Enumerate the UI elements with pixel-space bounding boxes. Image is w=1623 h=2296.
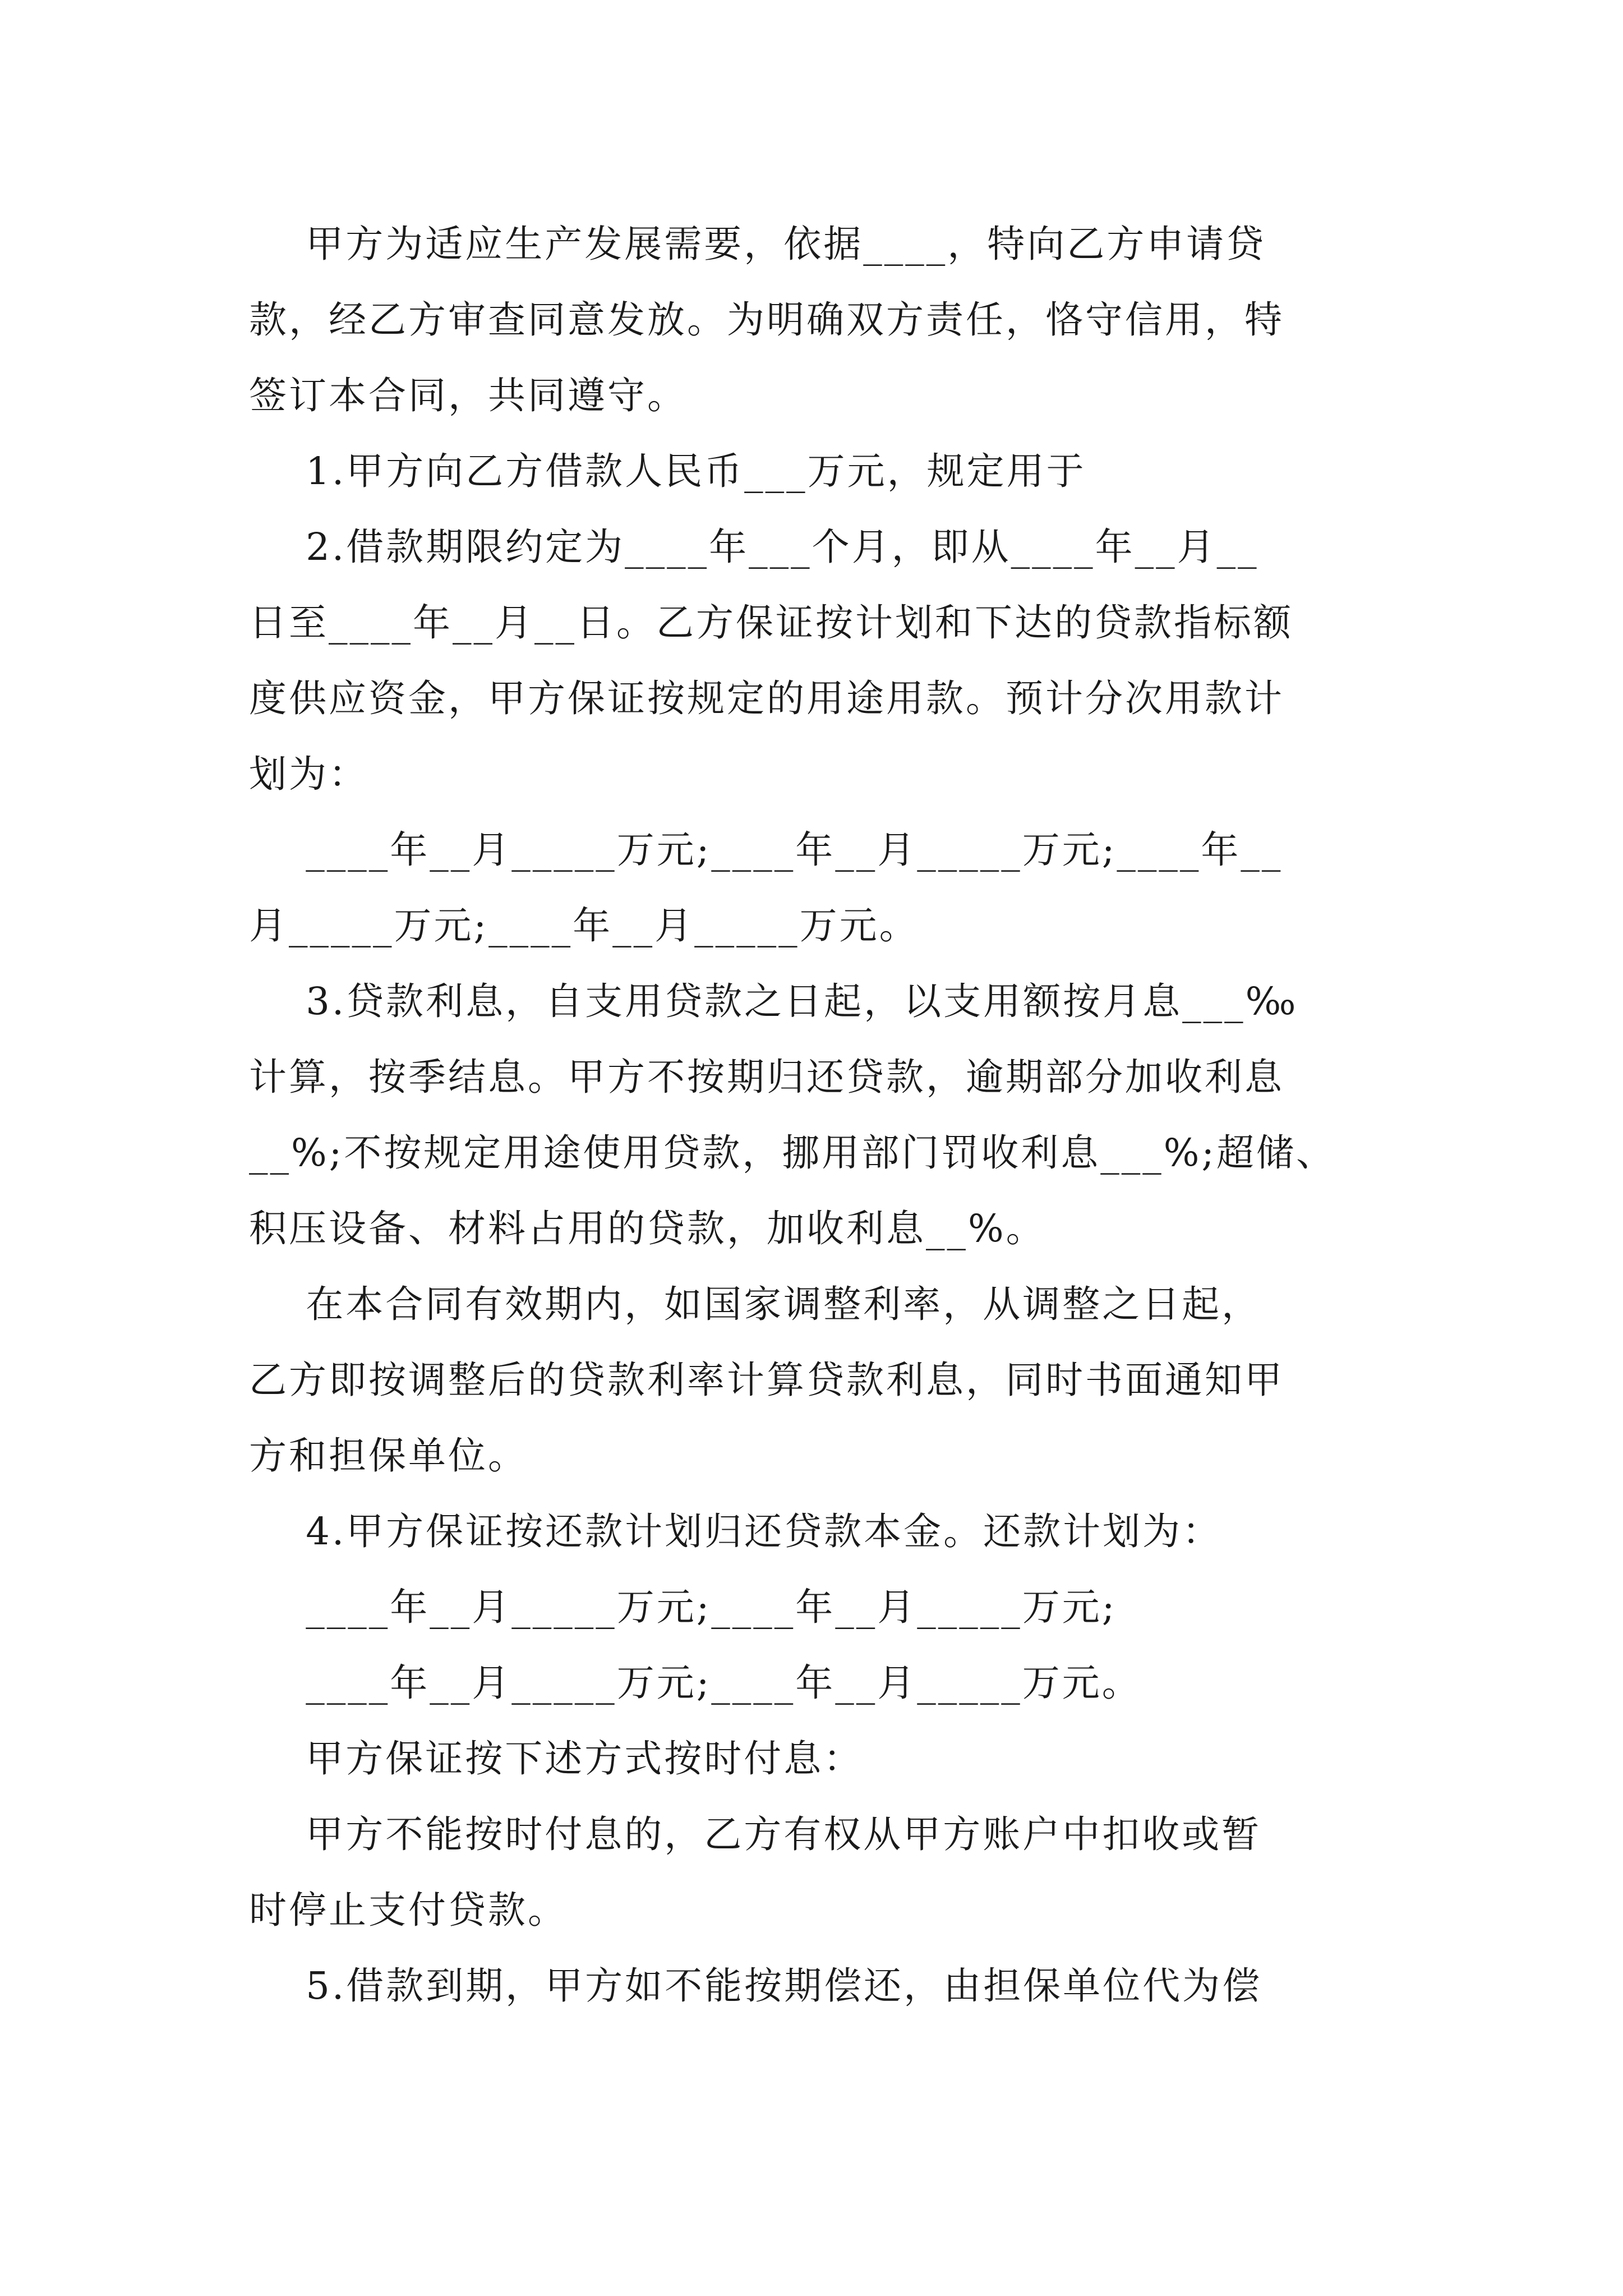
text-line: 日至____年__月__日。乙方保证按计划和下达的贷款指标额 bbox=[249, 601, 1293, 645]
text-line: 在本合同有效期内，如国家调整利率，从调整之日起， bbox=[249, 1282, 1262, 1326]
text-line: 方和担保单位。 bbox=[249, 1434, 528, 1478]
text-line: __%;不按规定用途使用贷款，挪用部门罚收利息___%;超储、 bbox=[249, 1131, 1336, 1175]
text-line: ____年__月_____万元;____年__月_____万元;____年__ bbox=[249, 828, 1283, 872]
text-line: 甲方保证按下述方式按时付息： bbox=[249, 1737, 864, 1780]
text-line: 3.贷款利息，自支用贷款之日起，以支用额按月息___‰ bbox=[249, 979, 1298, 1023]
text-line: 5.借款到期，甲方如不能按期偿还，由担保单位代为偿 bbox=[249, 1964, 1262, 2008]
text-line: 1.甲方向乙方借款人民币___万元，规定用于 bbox=[249, 449, 1086, 493]
text-line: 甲方不能按时付息的，乙方有权从甲方账户中扣收或暂 bbox=[249, 1812, 1262, 1856]
text-line: 计算，按季结息。甲方不按期归还贷款，逾期部分加收利息 bbox=[249, 1055, 1284, 1099]
text-line: ____年__月_____万元;____年__月_____万元。 bbox=[249, 1661, 1142, 1705]
text-line: 4.甲方保证按还款计划归还贷款本金。还款计划为： bbox=[249, 1510, 1223, 1553]
text-line: 甲方为适应生产发展需要，依据____，特向乙方申请贷 bbox=[249, 222, 1266, 266]
text-line: 划为： bbox=[249, 752, 368, 796]
text-line: 积压设备、材料占用的贷款，加收利息__%。 bbox=[249, 1207, 1046, 1250]
text-line: 度供应资金，甲方保证按规定的用途用款。预计分次用款计 bbox=[249, 677, 1284, 720]
text-line: ____年__月_____万元;____年__月_____万元; bbox=[249, 1585, 1117, 1629]
text-line: 月_____万元;____年__月_____万元。 bbox=[249, 904, 919, 947]
text-line: 款，经乙方审查同意发放。为明确双方责任，恪守信用，特 bbox=[249, 298, 1284, 342]
text-line: 签订本合同，共同遵守。 bbox=[249, 374, 687, 417]
text-line: 2.借款期限约定为____年___个月，即从____年__月__ bbox=[249, 525, 1259, 569]
text-line: 乙方即按调整后的贷款利率计算贷款利息，同时书面通知甲 bbox=[249, 1358, 1284, 1402]
text-line: 时停止支付贷款。 bbox=[249, 1888, 568, 1932]
